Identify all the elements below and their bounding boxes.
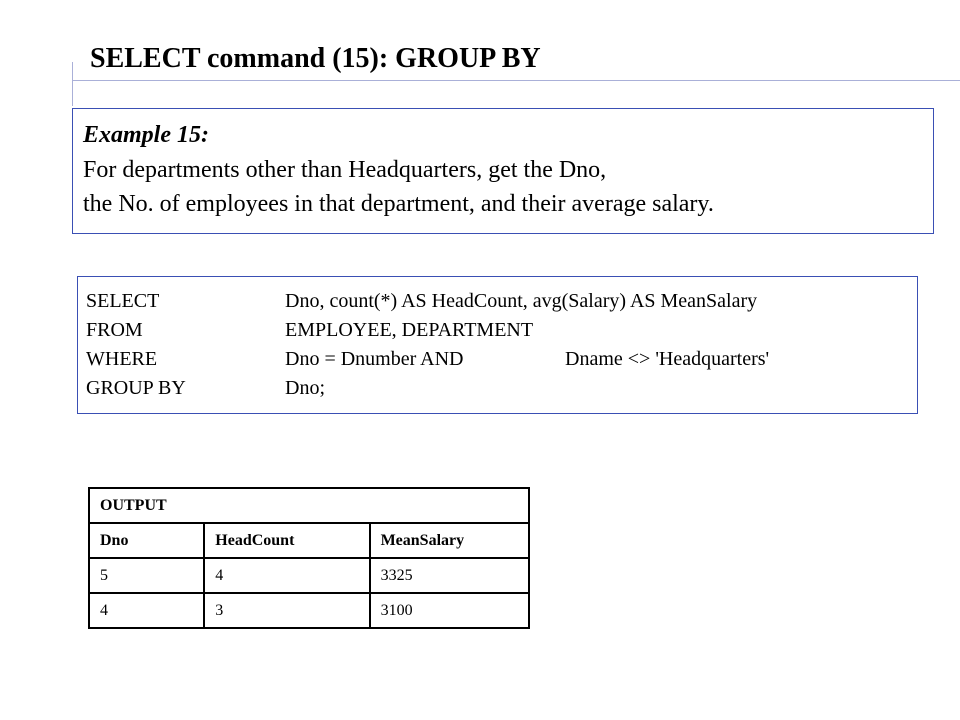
slide-title: SELECT command (15): GROUP BY xyxy=(90,43,541,74)
table-row xyxy=(89,593,529,628)
sql-keyword: FROM xyxy=(86,319,143,341)
sql-clause-condition: Dname <> 'Headquarters' xyxy=(565,348,770,370)
table-cell: 3100 xyxy=(370,593,529,628)
output-caption: OUTPUT xyxy=(89,488,529,523)
table-cell: 4 xyxy=(204,558,369,593)
table-cell: 3325 xyxy=(370,558,529,593)
sql-clause-from xyxy=(86,316,917,345)
sql-clause-body: Dno = Dnumber AND xyxy=(285,348,464,370)
table-cell: 5 xyxy=(89,558,204,593)
header-rule-vertical xyxy=(72,62,73,106)
column-header-meansalary: MeanSalary xyxy=(370,523,529,558)
header-rule-horizontal xyxy=(72,80,960,81)
sql-clause-select xyxy=(86,287,917,316)
sql-clause-body: Dno; xyxy=(285,377,325,399)
sql-clause-body: Dno, count(*) AS HeadCount, avg(Salary) AS MeanSalary xyxy=(285,290,758,312)
output-caption-row xyxy=(89,488,529,523)
example-line-1: For departments other than Headquarters, get the Dno, xyxy=(83,157,607,183)
column-header-dno: Dno xyxy=(89,523,204,558)
table-cell: 4 xyxy=(89,593,204,628)
sql-clause-group-by xyxy=(86,374,917,403)
example-box xyxy=(72,108,934,234)
sql-clause-where xyxy=(86,345,917,374)
example-line-2: the No. of employees in that department, and their average salary. xyxy=(83,191,714,217)
example-heading: Example 15: xyxy=(83,122,209,148)
output-header-row xyxy=(89,523,529,558)
sql-keyword: WHERE xyxy=(86,348,158,370)
sql-query-box xyxy=(77,276,918,414)
table-row xyxy=(89,558,529,593)
sql-keyword: GROUP BY xyxy=(86,377,186,399)
output-table xyxy=(88,487,530,629)
column-header-headcount: HeadCount xyxy=(204,523,369,558)
sql-keyword: SELECT xyxy=(86,290,160,312)
sql-clause-body: EMPLOYEE, DEPARTMENT xyxy=(285,319,534,341)
table-cell: 3 xyxy=(204,593,369,628)
